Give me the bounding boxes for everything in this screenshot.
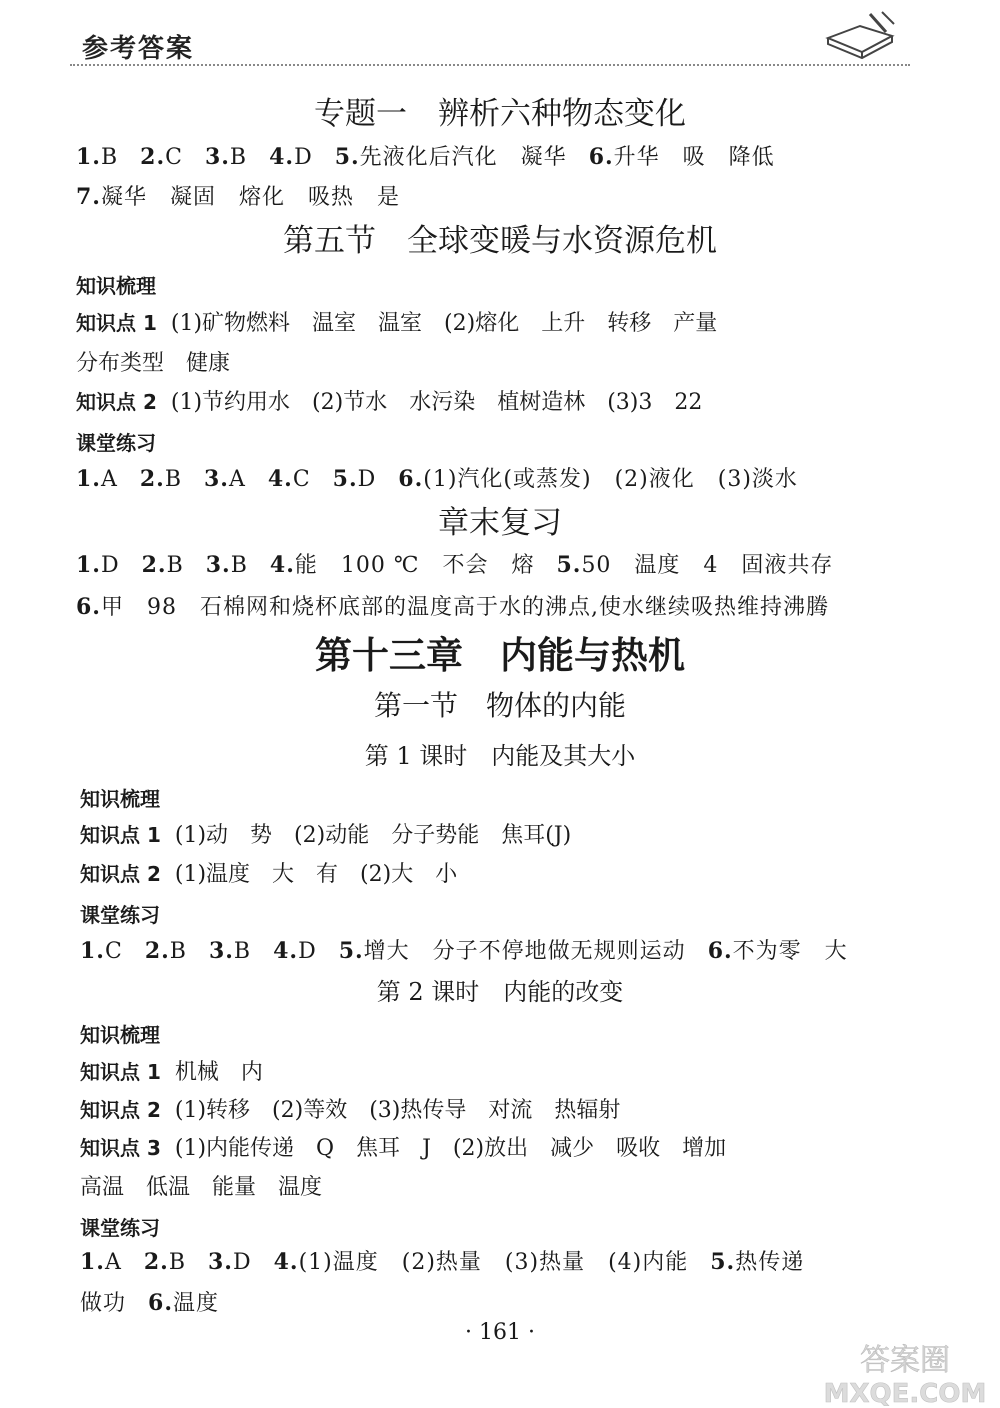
svg-text:MXQE.COM: MXQE.COM <box>823 1379 987 1408</box>
book-pencil-icon <box>820 8 905 63</box>
topic1-heading: 专题一 辨析六种物态变化 <box>314 96 686 132</box>
review-answers-row2: 6.甲 98 石棉网和烧杯底部的温度高于水的沸点,使水继续吸热维持沸腾 <box>76 594 829 620</box>
review-answers-row1: 1.D 2.B 3.B 4.能 100 ℃ 不会 熔 5.50 温度 4 固液共存 <box>76 552 834 578</box>
sec5-practice-answers: 1.A 2.B 3.A 4.C 5.D 6.(1)汽化(或蒸发) (2)液化 (3)淡水 <box>76 466 798 492</box>
sec5-practice-label: 课堂练习 <box>76 431 156 455</box>
lesson2-kp3-cont: 高温 低温 能量 温度 <box>80 1175 323 1200</box>
lesson2-kp1: 知识点 1 机械 内 <box>80 1060 263 1085</box>
lesson1-knowledge-label: 知识梳理 <box>80 787 160 811</box>
lesson2-kp3: 知识点 3 (1)内能传递 Q 焦耳 J (2)放出 减少 吸收 增加 <box>80 1136 727 1161</box>
lesson1-kp2: 知识点 2 (1)温度 大 有 (2)大 小 <box>80 862 458 887</box>
topic1-answers-row2: 7.凝华 凝固 熔化 吸热 是 <box>76 184 400 210</box>
lesson2-kp2: 知识点 2 (1)转移 (2)等效 (3)热传导 对流 热辐射 <box>80 1098 621 1123</box>
header-title: 参考答案 <box>82 34 195 64</box>
svg-text:答案圈: 答案圈 <box>860 1343 950 1378</box>
sec5-kp1-cont: 分布类型 健康 <box>76 351 231 376</box>
page-number: · 161 · <box>465 1320 535 1345</box>
lesson1-kp1: 知识点 1 (1)动 势 (2)动能 分子势能 焦耳(J) <box>80 823 572 848</box>
lesson1-practice-label: 课堂练习 <box>80 903 160 927</box>
lesson2-practice-answers: 1.A 2.B 3.D 4.(1)温度 (2)热量 (3)热量 (4)内能 5.热传递 <box>80 1249 805 1275</box>
watermark-logo <box>810 1338 1000 1408</box>
lesson1-practice-answers: 1.C 2.B 3.B 4.D 5.增大 分子不停地做无规则运动 6.不为零 大 <box>80 938 848 964</box>
sec5-kp2: 知识点 2 (1)节约用水 (2)节水 水污染 植树造林 (3)3 22 <box>76 390 703 415</box>
sec5-knowledge-label: 知识梳理 <box>76 274 156 298</box>
review-heading: 章末复习 <box>438 505 562 541</box>
sec5-kp1: 知识点 1 (1)矿物燃料 温室 温室 (2)熔化 上升 转移 产量 <box>76 311 718 336</box>
header-divider <box>70 64 910 66</box>
page-header <box>0 0 1000 75</box>
lesson1-heading: 第 1 课时 内能及其大小 <box>364 742 636 770</box>
chapter13-sec1-heading: 第一节 物体的内能 <box>373 689 626 722</box>
sec5-heading: 第五节 全球变暖与水资源危机 <box>283 223 717 259</box>
lesson2-practice-label: 课堂练习 <box>80 1216 160 1240</box>
lesson2-knowledge-label: 知识梳理 <box>80 1023 160 1047</box>
chapter13-heading: 第十三章 内能与热机 <box>315 634 685 677</box>
topic1-answers-row1: 1.B 2.C 3.B 4.D 5.先液化后汽化 凝华 6.升华 吸 降低 <box>76 144 775 170</box>
lesson2-practice-answers-cont: 做功 6.温度 <box>80 1290 219 1316</box>
lesson2-heading: 第 2 课时 内能的改变 <box>376 978 624 1006</box>
